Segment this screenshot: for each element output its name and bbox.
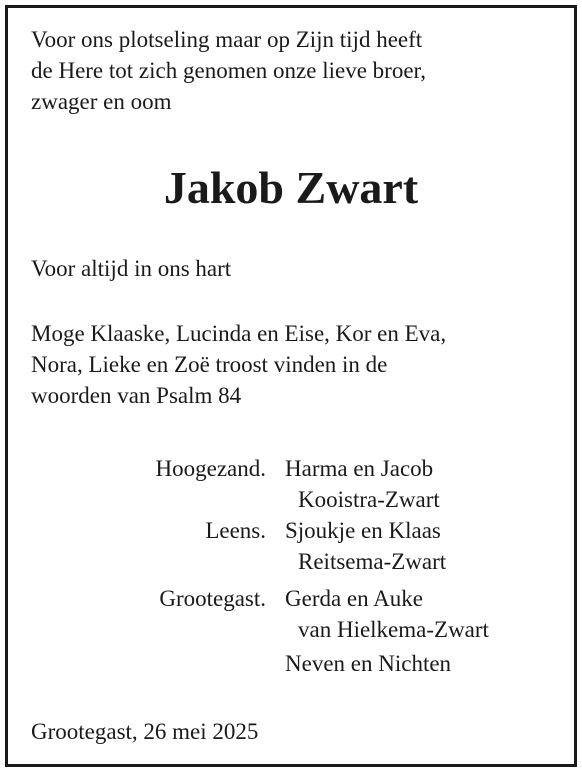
- family-names-2: Sjoukje en Klaas: [285, 518, 441, 543]
- family-surname-1: Kooistra-Zwart: [298, 487, 440, 512]
- family-place-3: Grootegast.: [159, 586, 266, 611]
- comfort-line-3: woorden van Psalm 84: [31, 383, 242, 408]
- family-place-1: Hoogezand.: [155, 456, 266, 481]
- place-date: Grootegast, 26 mei 2025: [31, 719, 259, 744]
- motto: Voor altijd in ons hart: [31, 256, 232, 281]
- deceased-name: Jakob Zwart: [163, 162, 419, 213]
- family-surname-3: van Hielkema-Zwart: [298, 617, 489, 642]
- relatives: Neven en Nichten: [285, 651, 452, 676]
- family-place-2: Leens.: [205, 518, 266, 543]
- intro-line-1: Voor ons plotseling maar op Zijn tijd heeft: [31, 27, 423, 52]
- intro-line-2: de Here tot zich genomen onze lieve broer,: [31, 58, 427, 83]
- family-names-3: Gerda en Auke: [285, 586, 423, 611]
- family-surname-2: Reitsema-Zwart: [298, 549, 447, 574]
- family-names-1: Harma en Jacob: [285, 456, 434, 481]
- intro-line-3: zwager en oom: [31, 89, 172, 114]
- death-notice: [5, 5, 577, 767]
- comfort-line-1: Moge Klaaske, Lucinda en Eise, Kor en Eva,: [31, 321, 447, 346]
- comfort-line-2: Nora, Lieke en Zoë troost vinden in de: [31, 352, 388, 377]
